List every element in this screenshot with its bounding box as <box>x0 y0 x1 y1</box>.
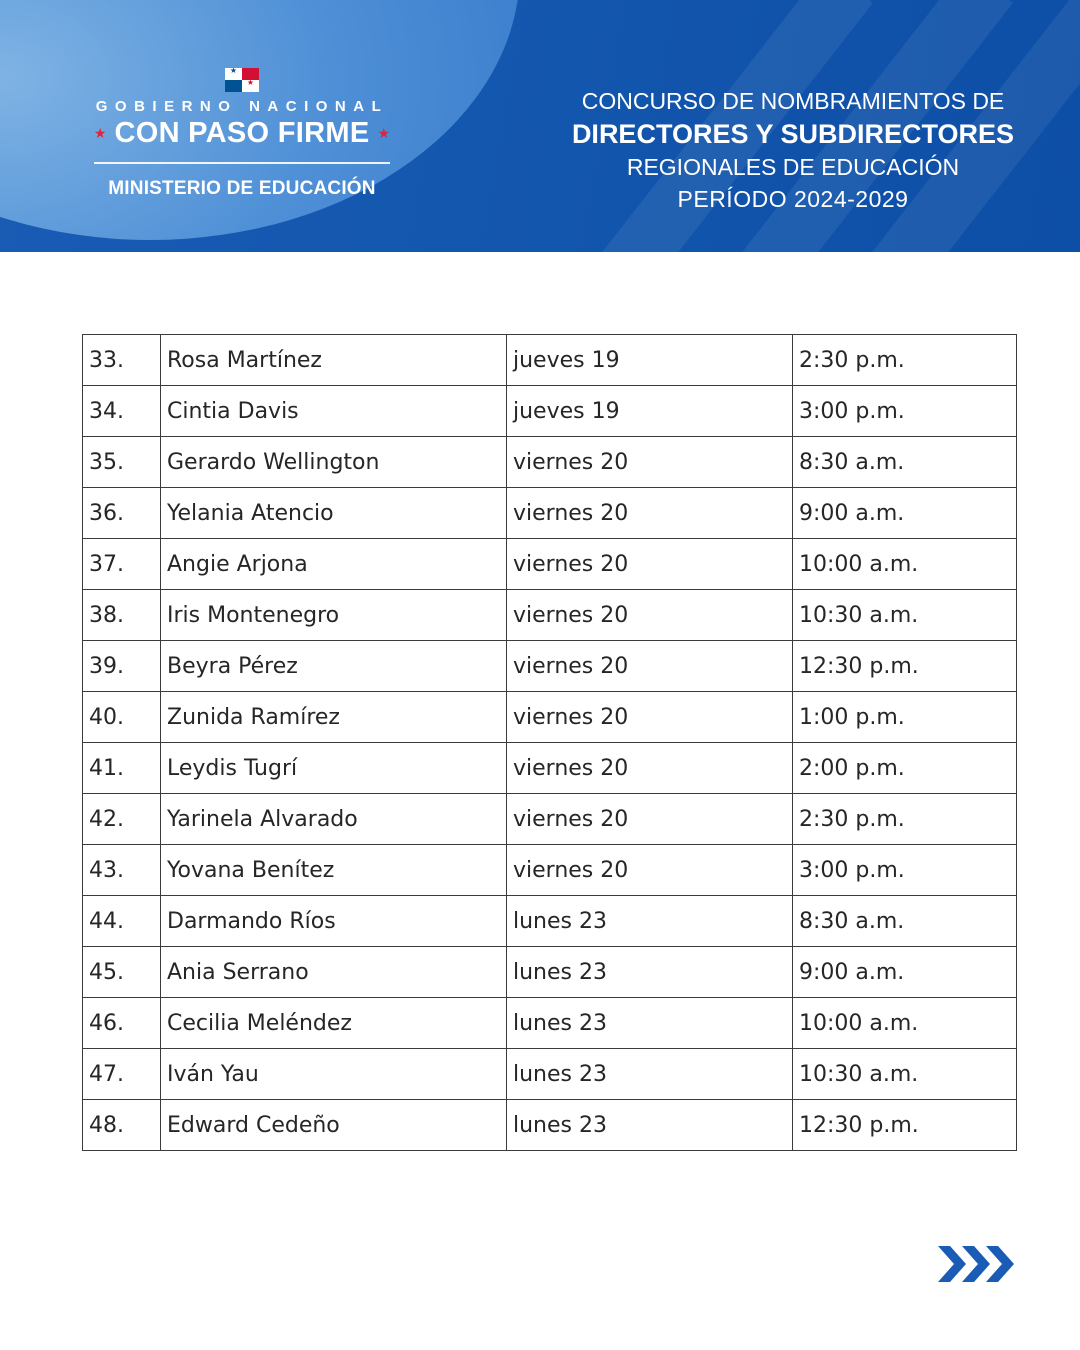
table-row <box>83 998 1017 1049</box>
page-title <box>548 86 1038 215</box>
row-number: 46. <box>83 998 161 1049</box>
slogan-row <box>92 117 392 150</box>
candidate-name: Darmando Ríos <box>161 896 507 947</box>
table-row <box>83 641 1017 692</box>
slogan: CON PASO FIRME <box>114 117 370 149</box>
interview-day: viernes 20 <box>507 641 793 692</box>
candidate-name: Cintia Davis <box>161 386 507 437</box>
header-banner <box>0 0 1080 252</box>
interview-day: viernes 20 <box>507 692 793 743</box>
government-line: GOBIERNO NACIONAL <box>95 98 389 115</box>
row-number: 39. <box>83 641 161 692</box>
candidate-name: Rosa Martínez <box>161 335 507 386</box>
schedule-table-body <box>83 335 1017 1151</box>
row-number: 48. <box>83 1100 161 1151</box>
row-number: 35. <box>83 437 161 488</box>
interview-time: 3:00 p.m. <box>793 845 1017 896</box>
row-number: 42. <box>83 794 161 845</box>
next-arrows-icon[interactable] <box>936 1242 1018 1286</box>
table-row <box>83 488 1017 539</box>
interview-time: 10:00 a.m. <box>793 998 1017 1049</box>
government-logo <box>92 68 392 200</box>
table-row <box>83 896 1017 947</box>
candidate-name: Iván Yau <box>161 1049 507 1100</box>
interview-day: lunes 23 <box>507 1100 793 1151</box>
interview-day: viernes 20 <box>507 539 793 590</box>
interview-day: lunes 23 <box>507 1049 793 1100</box>
interview-time: 12:30 p.m. <box>793 641 1017 692</box>
candidate-name: Beyra Pérez <box>161 641 507 692</box>
logo-divider <box>94 162 390 164</box>
interview-day: jueves 19 <box>507 335 793 386</box>
table-row <box>83 437 1017 488</box>
candidate-name: Iris Montenegro <box>161 590 507 641</box>
candidate-name: Zunida Ramírez <box>161 692 507 743</box>
interview-day: viernes 20 <box>507 794 793 845</box>
candidate-name: Gerardo Wellington <box>161 437 507 488</box>
table-row <box>83 743 1017 794</box>
schedule-table <box>82 334 1017 1151</box>
interview-day: viernes 20 <box>507 590 793 641</box>
table-row <box>83 590 1017 641</box>
row-number: 34. <box>83 386 161 437</box>
interview-time: 3:00 p.m. <box>793 386 1017 437</box>
interview-time: 1:00 p.m. <box>793 692 1017 743</box>
table-row <box>83 692 1017 743</box>
panama-flag-icon: ★ ★ <box>225 68 259 92</box>
interview-day: jueves 19 <box>507 386 793 437</box>
row-number: 44. <box>83 896 161 947</box>
row-number: 33. <box>83 335 161 386</box>
table-row <box>83 845 1017 896</box>
interview-day: viernes 20 <box>507 743 793 794</box>
candidate-name: Ania Serrano <box>161 947 507 998</box>
interview-time: 10:00 a.m. <box>793 539 1017 590</box>
title-line-4: PERÍODO 2024-2029 <box>677 186 909 212</box>
interview-day: lunes 23 <box>507 947 793 998</box>
interview-time: 9:00 a.m. <box>793 488 1017 539</box>
table-row <box>83 539 1017 590</box>
row-number: 38. <box>83 590 161 641</box>
candidate-name: Yelania Atencio <box>161 488 507 539</box>
row-number: 40. <box>83 692 161 743</box>
row-number: 47. <box>83 1049 161 1100</box>
red-star-icon: ★ <box>93 125 107 141</box>
row-number: 41. <box>83 743 161 794</box>
table-row <box>83 1049 1017 1100</box>
interview-time: 8:30 a.m. <box>793 437 1017 488</box>
interview-day: viernes 20 <box>507 845 793 896</box>
table-row <box>83 386 1017 437</box>
candidate-name: Yarinela Alvarado <box>161 794 507 845</box>
candidate-name: Leydis Tugrí <box>161 743 507 794</box>
table-row <box>83 794 1017 845</box>
interview-time: 10:30 a.m. <box>793 590 1017 641</box>
table-row <box>83 1100 1017 1151</box>
candidate-name: Angie Arjona <box>161 539 507 590</box>
interview-time: 12:30 p.m. <box>793 1100 1017 1151</box>
row-number: 36. <box>83 488 161 539</box>
interview-day: lunes 23 <box>507 896 793 947</box>
candidate-name: Edward Cedeño <box>161 1100 507 1151</box>
ministry-name: MINISTERIO DE EDUCACIÓN <box>108 178 376 199</box>
interview-day: viernes 20 <box>507 437 793 488</box>
row-number: 45. <box>83 947 161 998</box>
interview-day: lunes 23 <box>507 998 793 1049</box>
candidate-name: Cecilia Meléndez <box>161 998 507 1049</box>
title-line-1: CONCURSO DE NOMBRAMIENTOS DE <box>581 88 1005 114</box>
row-number: 43. <box>83 845 161 896</box>
red-star-icon: ★ <box>377 125 391 141</box>
interview-time: 2:00 p.m. <box>793 743 1017 794</box>
table-row <box>83 947 1017 998</box>
interview-time: 10:30 a.m. <box>793 1049 1017 1100</box>
title-line-3: REGIONALES DE EDUCACIÓN <box>626 154 960 180</box>
interview-day: viernes 20 <box>507 488 793 539</box>
interview-time: 8:30 a.m. <box>793 896 1017 947</box>
interview-time: 9:00 a.m. <box>793 947 1017 998</box>
interview-time: 2:30 p.m. <box>793 335 1017 386</box>
row-number: 37. <box>83 539 161 590</box>
interview-time: 2:30 p.m. <box>793 794 1017 845</box>
candidate-name: Yovana Benítez <box>161 845 507 896</box>
title-line-2: DIRECTORES Y SUBDIRECTORES <box>571 119 1015 149</box>
table-row <box>83 335 1017 386</box>
